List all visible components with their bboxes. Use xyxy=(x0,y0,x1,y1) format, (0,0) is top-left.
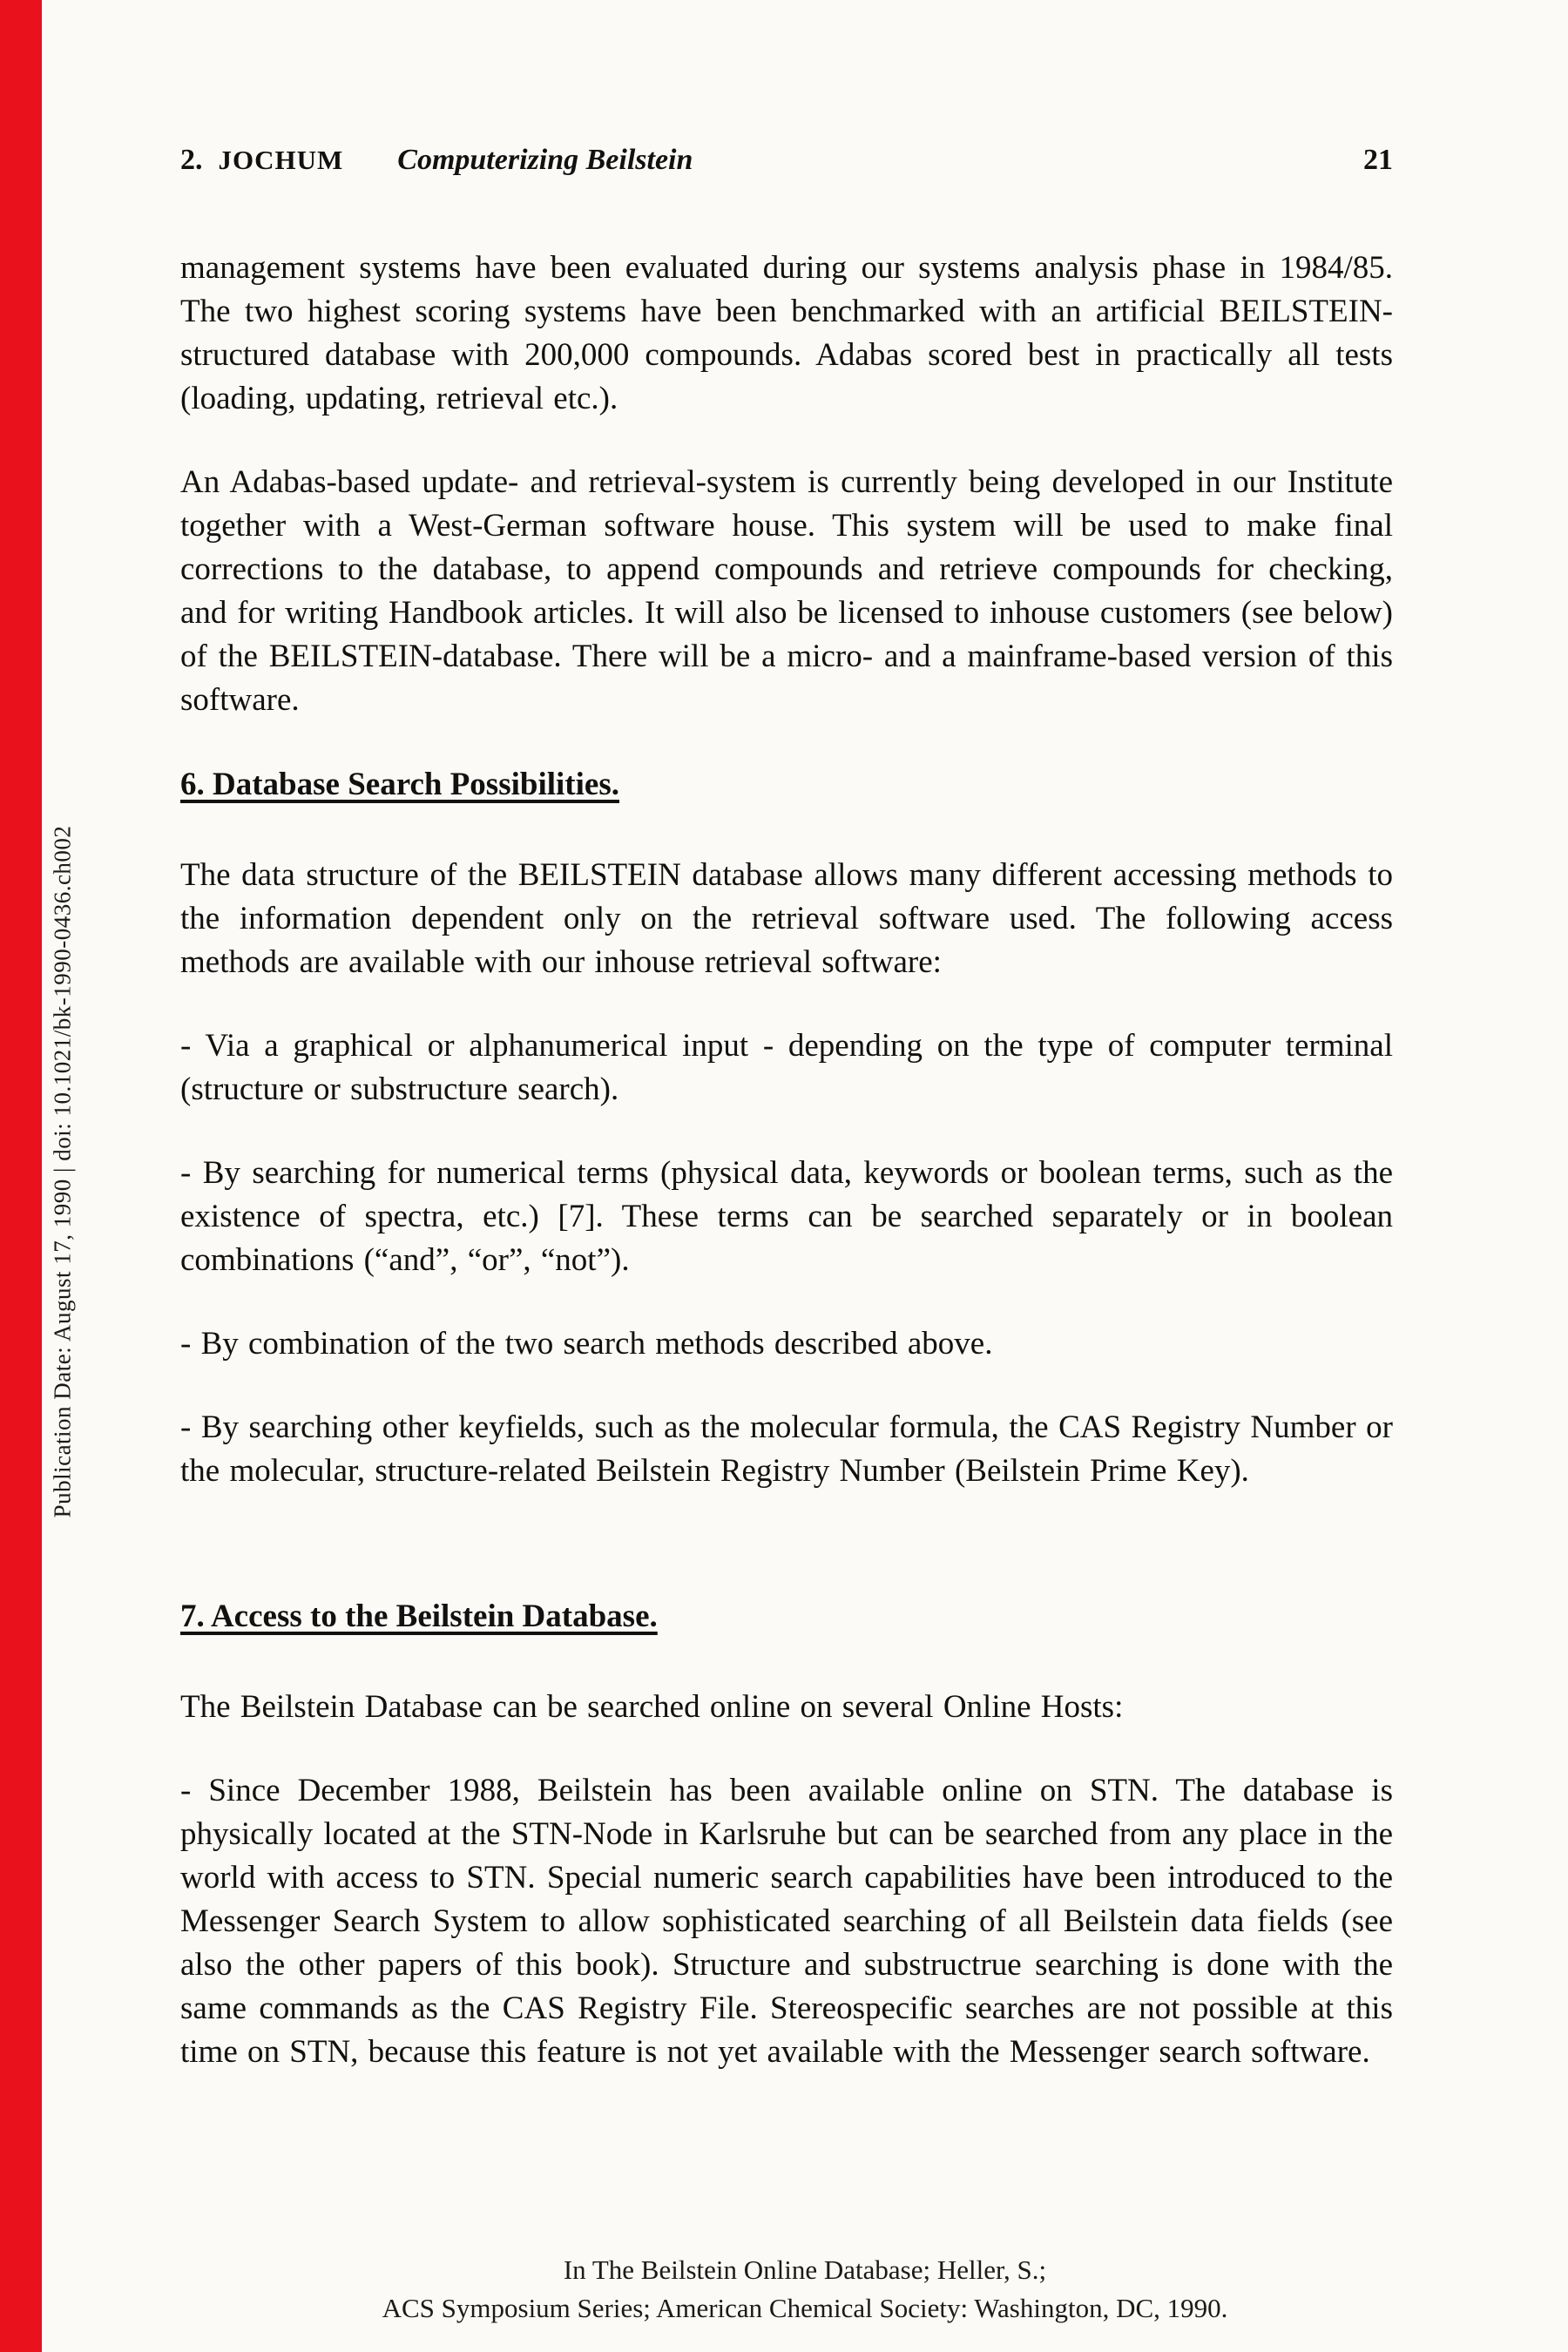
section-6-paragraph-2: - Via a graphical or alphanumerical input - depending on the type of computer terminal (structure or substructure search). xyxy=(180,1028,1393,1107)
section-7-paragraph-1: The Beilstein Database can be searched online on several Online Hosts: xyxy=(180,1689,1124,1725)
chapter-number: 2. xyxy=(180,144,203,176)
section-7-heading: 7. Access to the Beilstein Database. xyxy=(180,1598,658,1634)
paragraph-intro-2: An Adabas-based update- and retrieval-system is currently being developed in our Institute together with a West-German software house. This system will be used to make final corrections to the database, to append compounds and retrieve compounds for checking, and for writing Handbook articles. It will also be licensed to inhouse customers (see below) of the BEILSTEIN-database. There will be a micro- and a mainframe-based version of this software. xyxy=(180,464,1393,718)
section-6-paragraph-5: - By searching other keyfields, such as the molecular formula, the CAS Registry Number or the molecular, structure-related Beilstein Registry Number (Beilstein Prime Key). xyxy=(180,1409,1393,1489)
section-6-paragraph-4: - By combination of the two search methods described above. xyxy=(180,1326,993,1362)
book-edge-strip xyxy=(0,0,42,2352)
running-title: Computerizing Beilstein xyxy=(397,144,693,176)
paragraph-intro-1: management systems have been evaluated during our systems analysis phase in 1984/85. The two highest scoring systems have been benchmarked with an artificial BEILSTEIN-structured database with 200,000 compounds. Adabas scored best in practically all tests (loading, updating, retrieval etc.). xyxy=(180,250,1393,416)
publication-date-doi-sidebar: Publication Date: August 17, 1990 | doi: 10.1021/bk-1990-0436.ch002 xyxy=(49,825,76,1518)
page-header xyxy=(180,144,1393,177)
footer-citation-line-2: ACS Symposium Series; American Chemical Society: Washington, DC, 1990. xyxy=(382,2293,1228,2323)
section-7-paragraph-2: - Since December 1988, Beilstein has been available online on STN. The database is physically located at the STN-Node in Karlsruhe but can be searched from any place in the world with access to STN. Special numeric search capabilities have been introduced to the Messenger Search System to allow sophisticated searching of all Beilstein data fields (see also the other papers of this book). Structure and substructrue searching is done with the same commands as the CAS Registry File. Stereospecific searches are not possible at this time on STN, because this feature is not yet available with the Messenger search software. xyxy=(180,1773,1393,2070)
page-number: 21 xyxy=(1363,144,1393,176)
author-name: JOCHUM xyxy=(218,145,344,175)
page-footer xyxy=(42,2251,1568,2328)
page-content xyxy=(180,144,1393,2114)
footer-citation-line-1: In The Beilstein Online Database; Heller, S.; xyxy=(563,2254,1047,2285)
section-6-paragraph-1: The data structure of the BEILSTEIN database allows many different accessing methods to the information dependent only on the retrieval software used. The following access methods are available with our inhouse retrieval software: xyxy=(180,857,1393,980)
section-6-heading: 6. Database Search Possibilities. xyxy=(180,767,619,802)
section-6-paragraph-3: - By searching for numerical terms (physical data, keywords or boolean terms, such as the existence of spectra, etc.) [7]. These terms can be searched separately or in boolean combinations (“and”, “or”, “not”). xyxy=(180,1155,1393,1278)
